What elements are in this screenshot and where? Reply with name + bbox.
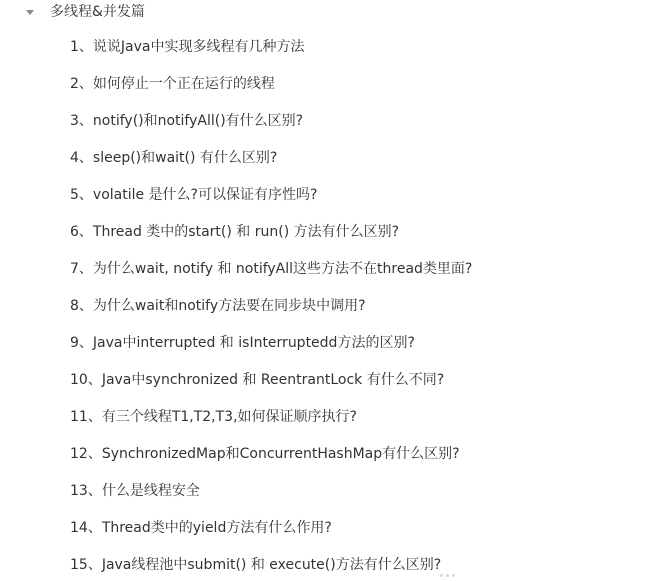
section-header[interactable] bbox=[0, 0, 651, 26]
outline-item[interactable] bbox=[70, 332, 415, 354]
outline-item-label: 14、Thread类中的yield方法有什么作用? bbox=[70, 520, 332, 536]
outline-item-label: 3、notify()和notifyAll()有什么区别? bbox=[70, 113, 304, 129]
outline-item-label: 10、Java中synchronized 和 ReentrantLock 有什么不同? bbox=[70, 372, 445, 388]
outline-item[interactable] bbox=[70, 110, 303, 132]
outline-item[interactable] bbox=[70, 147, 277, 169]
dot bbox=[440, 574, 443, 577]
outline-item[interactable] bbox=[70, 369, 444, 391]
outline-item-label: 8、为什么wait和notify方法要在同步块中调用? bbox=[70, 298, 366, 314]
outline-item[interactable] bbox=[70, 295, 366, 317]
outline-item[interactable] bbox=[70, 517, 332, 539]
outline-item-label: 2、如何停止一个正在运行的线程 bbox=[70, 76, 275, 92]
outline-item-label: 12、SynchronizedMap和ConcurrentHashMap有什么区别? bbox=[70, 446, 460, 462]
outline-item[interactable] bbox=[70, 443, 460, 465]
outline-item-label: 5、volatile 是什么?可以保证有序性吗? bbox=[70, 187, 318, 203]
outline-item[interactable] bbox=[70, 221, 399, 243]
section-title: 多线程&并发篇 bbox=[50, 4, 145, 20]
outline-item[interactable] bbox=[70, 258, 472, 280]
outline-item[interactable] bbox=[70, 554, 441, 576]
outline-item-label: 6、Thread 类中的start() 和 run() 方法有什么区别? bbox=[70, 224, 400, 240]
outline-item-label: 1、说说Java中实现多线程有几种方法 bbox=[70, 39, 305, 55]
caret-down-icon[interactable] bbox=[26, 10, 34, 15]
outline-item-label: 13、什么是线程安全 bbox=[70, 483, 200, 499]
outline-item-label: 15、Java线程池中submit() 和 execute()方法有什么区别? bbox=[70, 557, 442, 573]
dot bbox=[452, 574, 455, 577]
outline-item-label: 7、为什么wait, notify 和 notifyAll这些方法不在thread类里面? bbox=[70, 261, 473, 277]
outline-item-label: 11、有三个线程T1,T2,T3,如何保证顺序执行? bbox=[70, 409, 357, 425]
outline-item-label: 4、sleep()和wait() 有什么区别? bbox=[70, 150, 278, 166]
dot bbox=[446, 574, 449, 577]
watermark-dots bbox=[440, 571, 490, 579]
outline-item[interactable] bbox=[70, 73, 275, 95]
outline-item[interactable] bbox=[70, 184, 317, 206]
outline-item[interactable] bbox=[70, 480, 200, 502]
outline-item[interactable] bbox=[70, 36, 304, 58]
outline-item-label: 9、Java中interrupted 和 isInterruptedd方法的区别? bbox=[70, 335, 415, 351]
outline-item[interactable] bbox=[70, 406, 357, 428]
